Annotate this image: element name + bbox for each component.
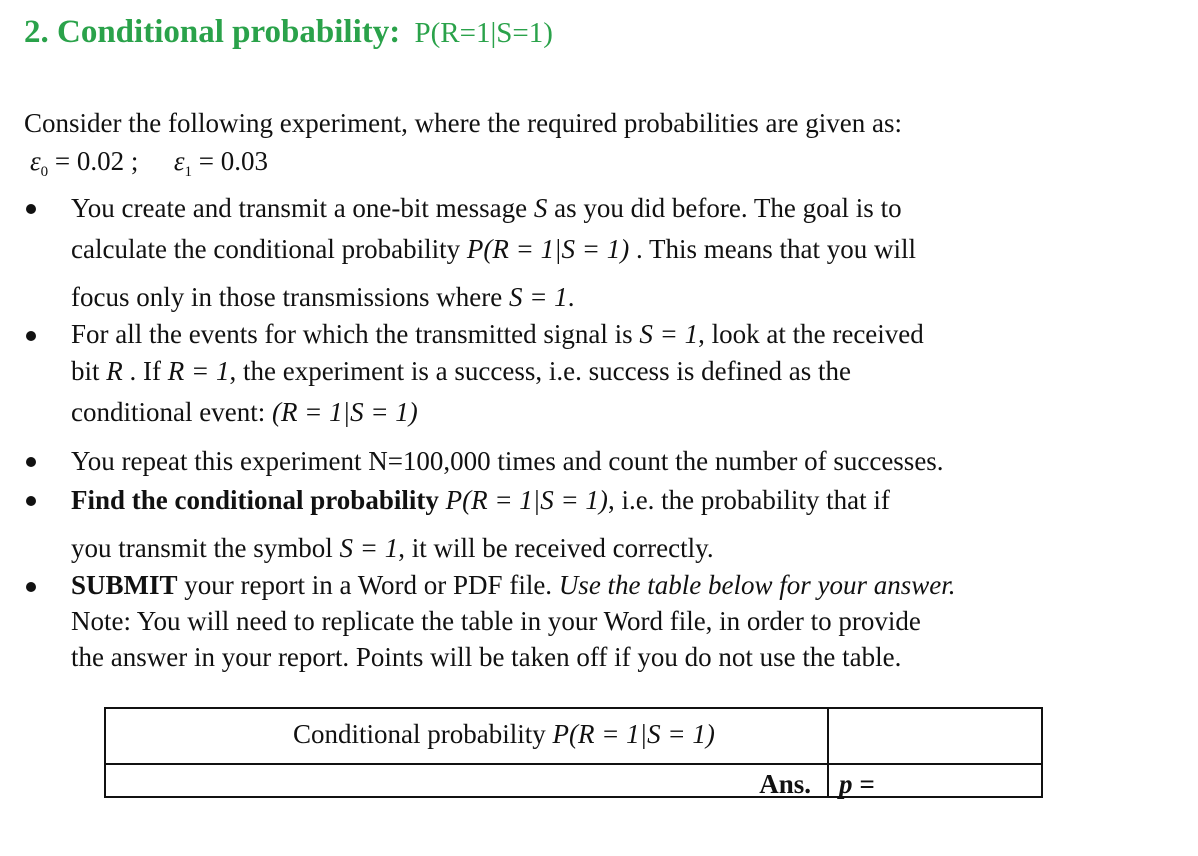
- table-row-2-answer[interactable]: p =: [839, 769, 875, 799]
- eps1-subscript: 1: [184, 164, 193, 180]
- bullet-1-line-3: focus only in those transmissions where S = 1.: [71, 282, 575, 312]
- table-column-divider: [827, 709, 829, 796]
- eps1-value: = 0.03: [192, 146, 268, 176]
- bullet-5-line-1: SUBMIT your report in a Word or PDF file. Use the table below for your answer.: [71, 570, 956, 600]
- table-row-1-label: Conditional probability P(R = 1|S = 1): [293, 719, 715, 749]
- intro-text: Consider the following experiment, where the required probabilities are given as:: [24, 108, 902, 138]
- bullet-marker: [26, 496, 36, 506]
- bullet-5-line-2: Note: You will need to replicate the table in your Word file, in order to provide: [71, 606, 921, 636]
- answer-table: [104, 707, 1043, 798]
- eps0-value: = 0.02 ;: [48, 146, 139, 176]
- section-title: 2. Conditional probability:: [24, 14, 401, 50]
- bullet-1-line-2: calculate the conditional probability P(R = 1|S = 1) . This means that you will: [71, 234, 916, 264]
- bullet-marker: [26, 331, 36, 341]
- bullet-5-line-3: the answer in your report. Points will be taken off if you do not use the table.: [71, 642, 902, 672]
- bullet-3-line-1: You repeat this experiment N=100,000 times and count the number of successes.: [71, 446, 944, 476]
- eps0-subscript: 0: [40, 164, 49, 180]
- bullet-marker: [26, 204, 36, 214]
- eps0-symbol: ε: [30, 146, 41, 176]
- bullet-1-line-1: You create and transmit a one-bit message S as you did before. The goal is to: [71, 193, 902, 223]
- table-row-2-label: Ans.: [759, 769, 811, 799]
- bullet-2-line-3: conditional event: (R = 1|S = 1): [71, 397, 418, 427]
- section-heading: [24, 14, 553, 51]
- bullet-2-line-1: For all the events for which the transmitted signal is S = 1, look at the received: [71, 319, 924, 349]
- epsilon-values: [30, 148, 268, 180]
- section-formula: P(R=1|S=1): [414, 17, 553, 49]
- bullet-4-line-2: you transmit the symbol S = 1, it will be received correctly.: [71, 533, 714, 563]
- bullet-4-line-1: Find the conditional probability P(R = 1|S = 1), i.e. the probability that if: [71, 485, 890, 515]
- eps1-symbol: ε: [173, 146, 185, 176]
- bullet-2-line-2: bit R . If R = 1, the experiment is a success, i.e. success is defined as the: [71, 356, 852, 386]
- table-row-divider: [106, 763, 1041, 765]
- bullet-marker: [26, 457, 36, 467]
- bullet-marker: [26, 582, 36, 592]
